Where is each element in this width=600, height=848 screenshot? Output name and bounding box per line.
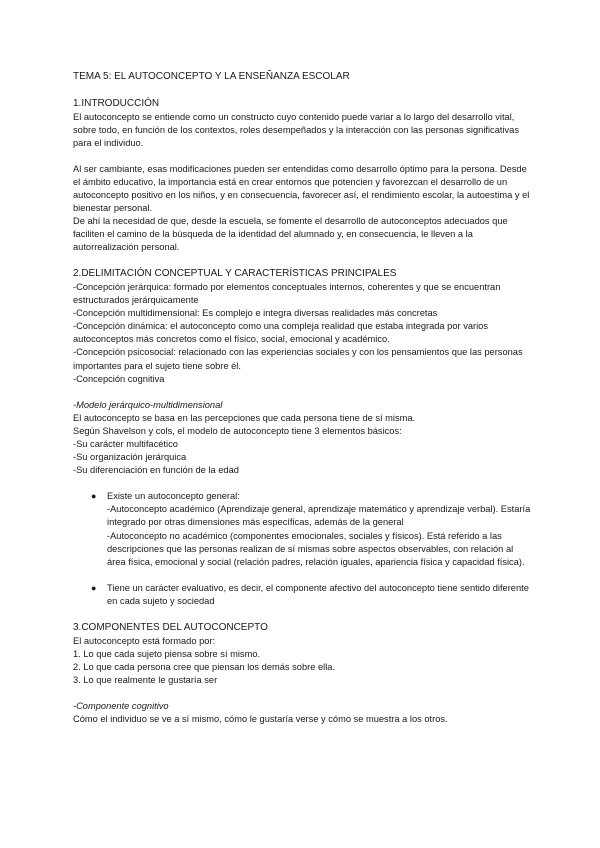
modelo-line-3: -Su carácter multifacético	[73, 438, 178, 449]
bullet-list	[73, 490, 533, 608]
section-heading-componentes: 3.COMPONENTES DEL AUTOCONCEPTO	[73, 622, 268, 633]
intro-paragraph-3: De ahí la necesidad de que, desde la escuela, se fomente el desarrollo de autoconceptos adecuados que faciliten el camino de la búsqueda de la identidad del alumnado y, en consecuencia, le lleven a la autorrealización personal.	[73, 216, 508, 253]
bullet-item-autoconcepto-general	[91, 490, 533, 569]
intro-paragraph-1: El autoconcepto se entiende como un constructo cuyo contenido puede variar a lo largo del desarrollo vital, sobre todo, en función de los contextos, roles desempeñados y la interacción con las personas significativas para el individuo.	[73, 111, 519, 148]
concepcion-psicosocial: -Concepción psicosocial: relacionado con las experiencias sociales y con los pensamientos que las personas importantes para el sujeto tiene sobre él.	[73, 347, 523, 371]
bullet-item-caracter-evaluativo	[91, 582, 533, 608]
concepcion-cognitiva: -Concepción cognitiva	[73, 373, 165, 384]
bullet-head: Existe un autoconcepto general:	[107, 491, 240, 502]
autoconcepto-academico: -Autoconcepto académico (Aprendizaje general, aprendizaje matemático y aprendizaje verbal). Estaría integrado por otras dimensiones más específicas, además de la general	[107, 504, 531, 528]
bullet-dot-icon: ●	[91, 491, 97, 502]
document-title: TEMA 5: EL AUTOCONCEPTO Y LA ENSEÑANZA ESCOLAR	[73, 71, 350, 82]
document-page	[73, 70, 533, 726]
autoconcepto-no-academico: -Autoconcepto no académico (componentes emocionales, sociales y físicos). Está referido a las descripciones que las personas realizan de sí mismas sobre aspectos observables, con relación al área física, emocional y social (relación padres, relación iguales, apariencia física y capacidad física).	[107, 530, 525, 567]
modelo-line-4: -Su organización jerárquica	[73, 452, 187, 463]
concepcion-dinamica: -Concepción dinámica: el autoconcepto como una compleja realidad que estaba integrada por varios autoconceptos más concretos como el físico, social, emocional y académico.	[73, 321, 489, 345]
section-heading-introduccion: 1.INTRODUCCIÓN	[73, 98, 160, 109]
intro-paragraph-2: Al ser cambiante, esas modificaciones pueden ser entendidas como desarrollo óptimo para la persona. Desde el ámbito educativo, la importancia está en crear entornos que potencien y favorezcan el desarrollo de un autoconcepto positivo en los niños, y en consecuencia, favorecer así, el rendimiento escolar, la autoestima y el bienestar personal.	[73, 163, 530, 214]
caracter-evaluativo: Tiene un carácter evaluativo, es decir, el componente afectivo del autoconcepto tiene sentido diferente en cada sujeto y sociedad	[107, 582, 529, 606]
componente-cognitivo-text: Cómo el individuo se ve a sí mismo, cómo le gustaría verse y cómo se muestra a los otros.	[73, 713, 448, 724]
concepcion-jerarquica: -Concepción jerárquica: formado por elementos conceptuales internos, coherentes y que se encuentran estructurados jerárquicamente	[73, 281, 501, 306]
componentes-line-3: 2. Lo que cada persona cree que piensan los demás sobre ella.	[73, 661, 336, 672]
componente-cognitivo-heading: -Componente cognitivo	[73, 700, 169, 711]
bullet-dot-icon: ●	[91, 582, 97, 593]
componentes-line-1: El autoconcepto está formado por:	[73, 635, 216, 646]
componentes-line-2: 1. Lo que cada sujeto piensa sobre sí mismo.	[73, 648, 261, 659]
modelo-line-1: El autoconcepto se basa en las percepciones que cada persona tiene de sí misma.	[73, 412, 416, 423]
modelo-subheading: -Modelo jerárquico-multidimensional	[73, 399, 223, 410]
modelo-line-2: Según Shavelson y cols, el modelo de autoconcepto tiene 3 elementos básicos:	[73, 425, 402, 436]
concepcion-multidimensional: -Concepción multidimensional: Es complejo e integra diversas realidades más concretas	[73, 308, 438, 319]
modelo-line-5: -Su diferenciación en función de la edad	[73, 465, 239, 476]
componentes-line-4: 3. Lo que realmente le gustaría ser	[73, 674, 218, 685]
section-heading-delimitacion: 2.DELIMITACIÓN CONCEPTUAL Y CARACTERÍSTICAS PRINCIPALES	[73, 268, 397, 280]
